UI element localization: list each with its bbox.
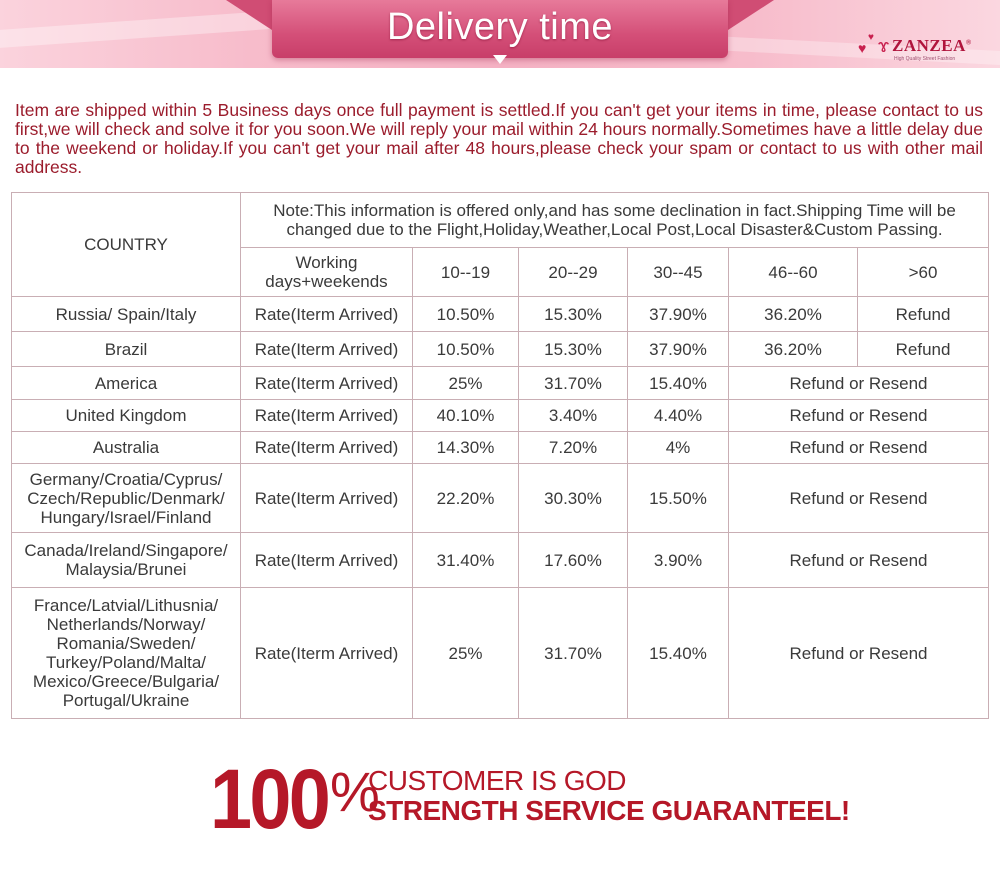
rate-value: 22.20% (413, 464, 519, 533)
rate-label: Rate(Iterm Arrived) (241, 367, 413, 400)
table-note: Note:This information is offered only,and has some declination in fact.Shipping Time will be changed due to the Flight,Holiday,Weather,Local Post,Local Disaster&Custom Passing. (241, 193, 989, 248)
rate-value: Refund or Resend (729, 464, 989, 533)
table-row (12, 367, 989, 400)
rate-value: Refund (858, 332, 989, 367)
guarantee-slogan (210, 752, 850, 846)
column-header: 30--45 (628, 248, 729, 297)
heart-icon: ♥ (858, 40, 867, 56)
table-row (12, 464, 989, 533)
country-line: Czech/Republic/Denmark/ (27, 488, 225, 508)
country-line: Portugal/Ukraine (62, 691, 190, 710)
table-row (12, 588, 989, 719)
rate-value: 31.70% (519, 588, 628, 719)
rate-value: 36.20% (729, 332, 858, 367)
rate-value: 3.40% (519, 400, 628, 432)
country-line: France/Latvial/Lithusnia/ (33, 596, 219, 615)
rate-value: 10.50% (413, 297, 519, 332)
rate-value: 40.10% (413, 400, 519, 432)
slogan-number: 100 (210, 752, 329, 846)
rate-label: Rate(Iterm Arrived) (241, 533, 413, 588)
heart-icon: ♥ (868, 32, 874, 43)
brand-name (892, 36, 972, 56)
slogan-line1: CUSTOMER IS GOD (368, 765, 627, 796)
percent-sign: % (330, 760, 380, 823)
rate-label: Rate(Iterm Arrived) (241, 464, 413, 533)
shipping-intro: Item are shipped within 5 Business days once full payment is settled.If you can't get your items in time, please contact to us first,we will check and solve it for you soon.We will reply your mail within 24 hours normally.Sometimes have a little delay due to the weekend or holiday.If you can't get your mail after 48 hours,please check your spam or contact to us with other mail address. (15, 100, 983, 177)
rate-value: 36.20% (729, 297, 858, 332)
country-line: Hungary/Israel/Finland (40, 507, 212, 527)
working-days-line1: Working (295, 253, 358, 272)
banner-ribbon-left (226, 0, 272, 30)
rate-value: 3.90% (628, 533, 729, 588)
registered-mark: ® (965, 38, 972, 47)
country-line: Romania/Sweden/ (56, 634, 196, 653)
working-days-header (241, 248, 413, 297)
brand-text: ZANZEA (892, 36, 966, 55)
rate-label: Rate(Iterm Arrived) (241, 588, 413, 719)
country-cell (12, 588, 241, 719)
rate-value: 15.40% (628, 367, 729, 400)
rate-value: 17.60% (519, 533, 628, 588)
country-line: Malaysia/Brunei (65, 560, 187, 579)
rate-label: Rate(Iterm Arrived) (241, 400, 413, 432)
delivery-rate-table (11, 192, 989, 719)
rate-value: 31.40% (413, 533, 519, 588)
country-cell: Russia/ Spain/Italy (12, 297, 241, 332)
table-row (12, 297, 989, 332)
table-row (12, 533, 989, 588)
rate-value: 37.90% (628, 297, 729, 332)
rate-value: 15.40% (628, 588, 729, 719)
column-header: 20--29 (519, 248, 628, 297)
page-title: Delivery time (386, 6, 614, 48)
rate-value: 15.50% (628, 464, 729, 533)
chevron-down-icon (493, 55, 507, 64)
column-header: >60 (858, 248, 989, 297)
country-column-header: COUNTRY (12, 193, 241, 297)
rate-value: Refund or Resend (729, 588, 989, 719)
country-cell: Australia (12, 432, 241, 464)
rate-value: 4% (628, 432, 729, 464)
country-cell: Brazil (12, 332, 241, 367)
country-line: Canada/Ireland/Singapore/ (24, 541, 228, 560)
table-row (12, 400, 989, 432)
rate-value: Refund (858, 297, 989, 332)
rate-value: 4.40% (628, 400, 729, 432)
country-cell (12, 464, 241, 533)
table-row (12, 332, 989, 367)
country-line: Netherlands/Norway/ (46, 615, 206, 634)
column-header: 10--19 (413, 248, 519, 297)
country-line: Turkey/Poland/Malta/ (46, 653, 206, 672)
banner-ribbon-right (728, 0, 774, 30)
working-days-line2: days+weekends (265, 272, 388, 291)
rate-value: 15.30% (519, 332, 628, 367)
country-cell: United Kingdom (12, 400, 241, 432)
brand-tagline: High Quality Street Fashion (894, 56, 956, 62)
rate-label: Rate(Iterm Arrived) (241, 432, 413, 464)
country-line: Mexico/Greece/Bulgaria/ (32, 672, 220, 691)
dancer-icon: ɤ (878, 36, 890, 56)
rate-value: Refund or Resend (729, 400, 989, 432)
rate-value: 25% (413, 367, 519, 400)
table-row (12, 432, 989, 464)
column-header: 46--60 (729, 248, 858, 297)
rate-value: 31.70% (519, 367, 628, 400)
rate-value: 30.30% (519, 464, 628, 533)
rate-value: 7.20% (519, 432, 628, 464)
rate-value: 15.30% (519, 297, 628, 332)
rate-label: Rate(Iterm Arrived) (241, 297, 413, 332)
rate-value: 14.30% (413, 432, 519, 464)
country-line: Germany/Croatia/Cyprus/ (29, 469, 223, 489)
country-cell (12, 533, 241, 588)
rate-label: Rate(Iterm Arrived) (241, 332, 413, 367)
rate-value: 10.50% (413, 332, 519, 367)
rate-value: 37.90% (628, 332, 729, 367)
rate-value: Refund or Resend (729, 432, 989, 464)
rate-value: Refund or Resend (729, 367, 989, 400)
country-cell: America (12, 367, 241, 400)
table-note-row (12, 193, 989, 248)
rate-value: 25% (413, 588, 519, 719)
rate-value: Refund or Resend (729, 533, 989, 588)
slogan-line2: STRENGTH SERVICE GUARANTEEL! (368, 795, 850, 826)
